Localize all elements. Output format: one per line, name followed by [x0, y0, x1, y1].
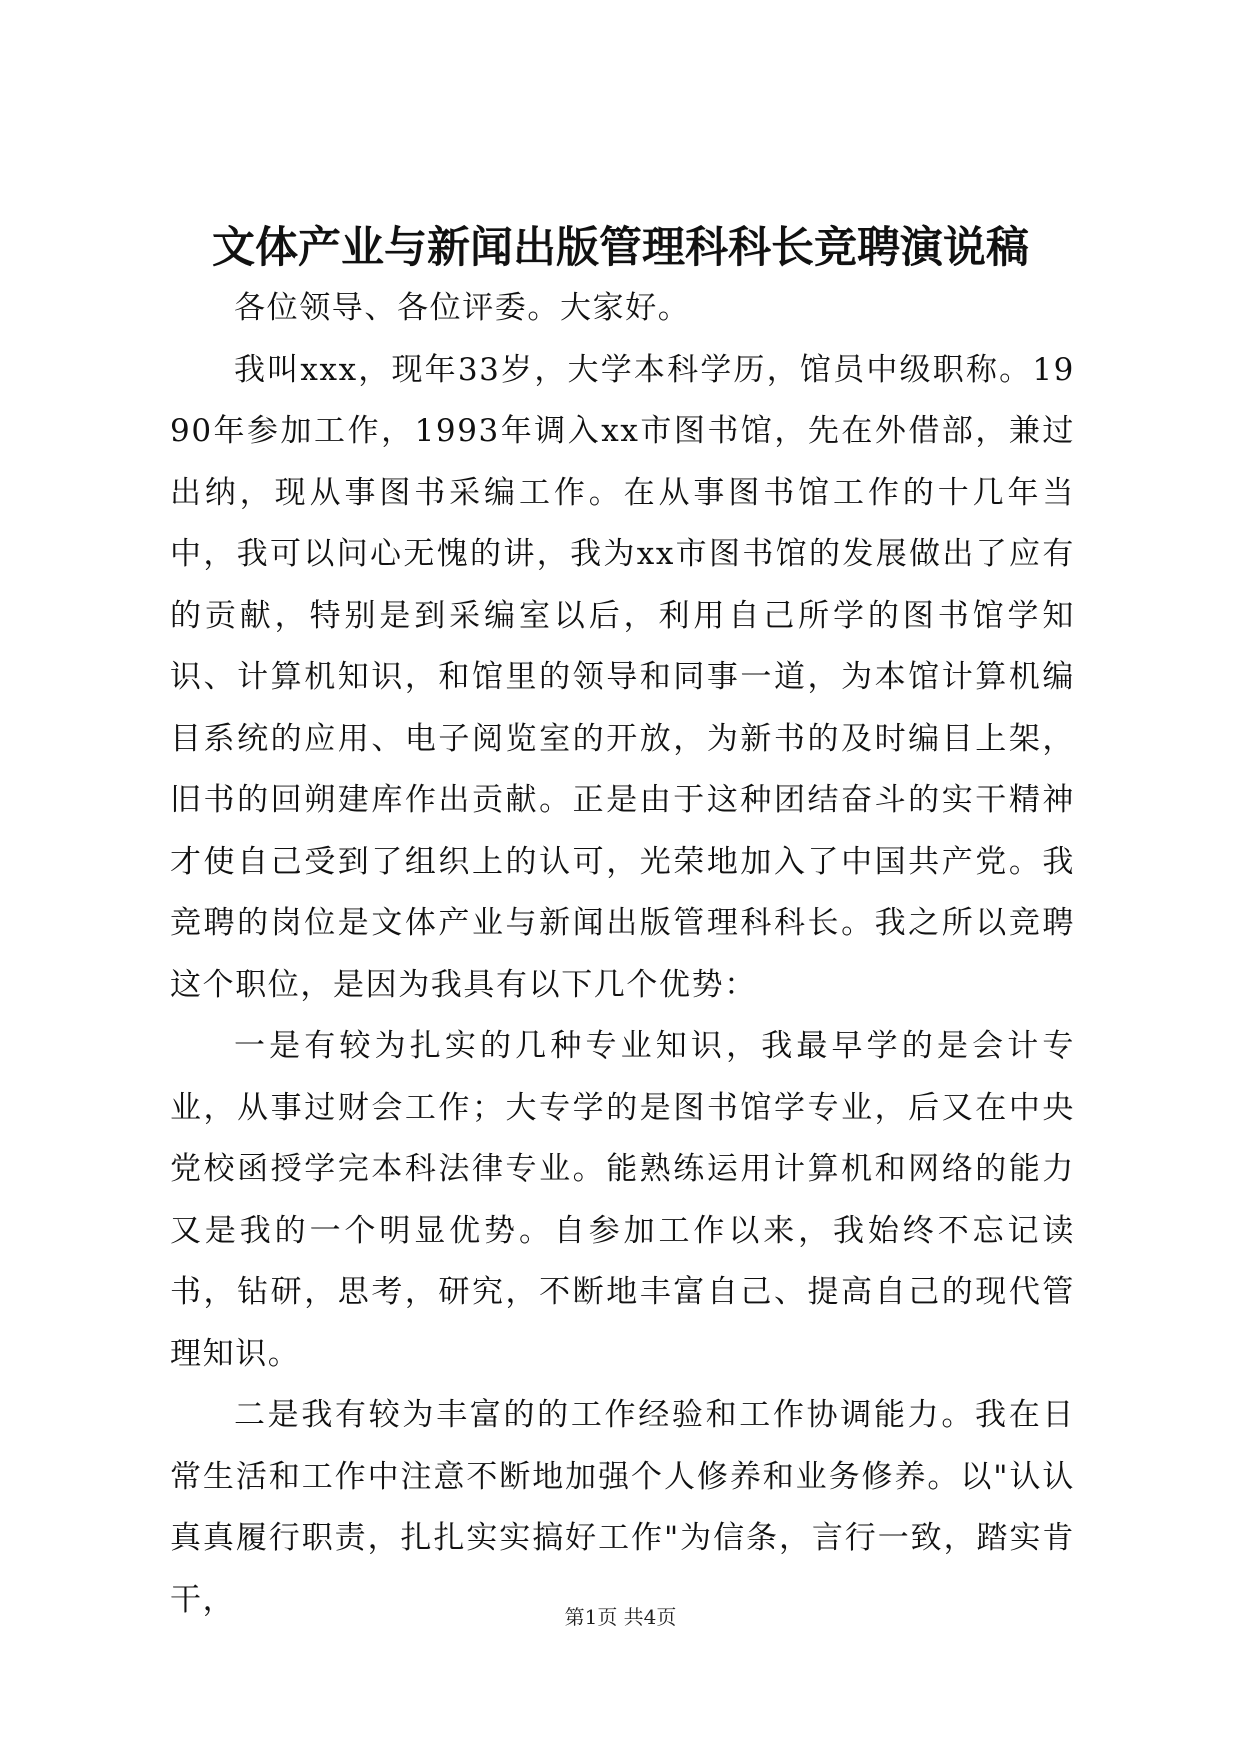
- document-body: [170, 278, 1075, 1631]
- paragraph-introduction: 我叫xxx，现年33岁，大学本科学历，馆员中级职称。1990年参加工作，1993年调入xx市图书馆，先在外借部，兼过出纳，现从事图书采编工作。在从事图书馆工作的十几年当中，我可以问心无愧的讲，我为xx市图书馆的发展做出了应有的贡献，特别是到采编室以后，利用自己所学的图书馆学知识、计算机知识，和馆里的领导和同事一道，为本馆计算机编目系统的应用、电子阅览室的开放，为新书的及时编目上架，旧书的回朔建库作出贡献。正是由于这种团结奋斗的实干精神才使自己受到了组织上的认可，光荣地加入了中国共产党。我竞聘的岗位是文体产业与新闻出版管理科科长。我之所以竞聘这个职位，是因为我具有以下几个优势：: [170, 351, 1075, 1003]
- paragraph-advantage-two: 二是我有较为丰富的的工作经验和工作协调能力。我在日常生活和工作中注意不断地加强个人修养和业务修养。以"认认真真履行职责，扎扎实实搞好工作"为信条，言行一致，踏实肯干，: [170, 1397, 1075, 1618]
- page-number-footer: 第1页 共4页: [564, 1605, 677, 1629]
- document-title: 文体产业与新闻出版管理科科长竞聘演说稿: [212, 223, 1029, 273]
- paragraph-greeting: 各位领导、各位评委。大家好。: [234, 290, 691, 326]
- paragraph-advantage-one: 一是有较为扎实的几种专业知识，我最早学的是会计专业，从事过财会工作；大专学的是图书馆学专业，后又在中央党校函授学完本科法律专业。能熟练运用计算机和网络的能力又是我的一个明显优势。自参加工作以来，我始终不忘记读书，钻研，思考，研究，不断地丰富自己、提高自己的现代管理知识。: [170, 1028, 1075, 1372]
